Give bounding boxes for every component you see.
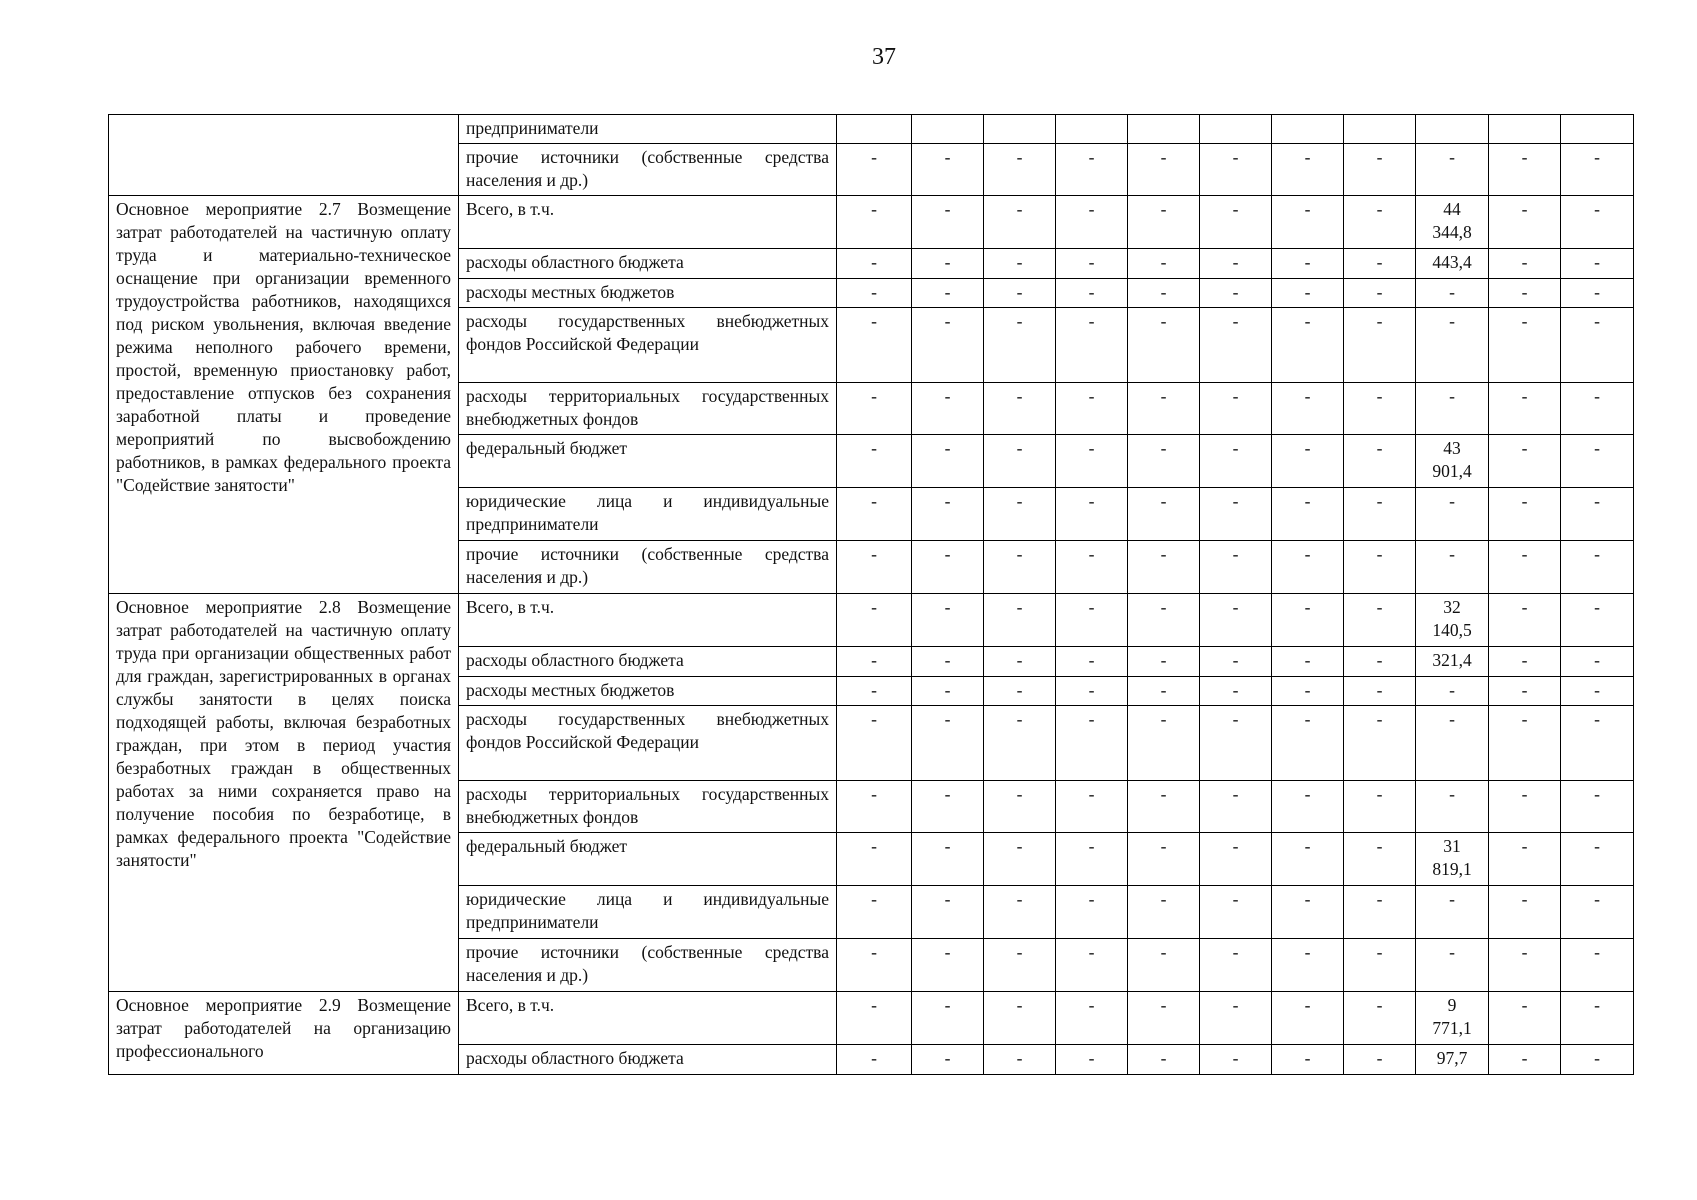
value-cell: -: [837, 435, 912, 488]
event-description-cell: [109, 115, 459, 196]
value-cell: [1489, 115, 1561, 144]
value-cell: -: [1128, 833, 1200, 886]
value-cell: -: [1561, 279, 1634, 308]
value-cell: -: [1272, 677, 1344, 706]
value-cell: -: [1489, 594, 1561, 647]
value-cell: -: [984, 781, 1056, 833]
value-cell: -: [1489, 249, 1561, 279]
value-cell: -: [1416, 279, 1489, 308]
value-cell: -: [1344, 706, 1416, 781]
value-cell: 43 901,4: [1416, 435, 1489, 488]
event-description-cell: Основное мероприятие 2.9 Возмещение затрат работодателей на организацию профессионального: [109, 992, 459, 1075]
value-cell: -: [1489, 308, 1561, 383]
value-cell: -: [1416, 144, 1489, 196]
value-cell: -: [1344, 435, 1416, 488]
funding-source-cell: расходы областного бюджета: [459, 1045, 837, 1075]
value-cell: -: [1056, 144, 1128, 196]
value-cell: -: [1056, 706, 1128, 781]
value-cell: -: [984, 249, 1056, 279]
value-cell: -: [837, 541, 912, 594]
value-cell: -: [1056, 308, 1128, 383]
value-cell: -: [1128, 781, 1200, 833]
funding-source-cell: расходы территориальных государственных внебюджетных фондов: [459, 383, 837, 435]
funding-source-cell: юридические лица и индивидуальные предприниматели: [459, 488, 837, 541]
value-cell: -: [1416, 541, 1489, 594]
funding-source-cell: расходы государственных внебюджетных фондов Российской Федерации: [459, 706, 837, 781]
value-cell: -: [1416, 886, 1489, 939]
value-cell: -: [1272, 383, 1344, 435]
value-cell: -: [837, 833, 912, 886]
value-cell: -: [1128, 144, 1200, 196]
budget-table: [108, 114, 1634, 1075]
value-cell: [984, 115, 1056, 144]
value-cell: 44 344,8: [1416, 196, 1489, 249]
value-cell: -: [912, 594, 984, 647]
value-cell: -: [984, 383, 1056, 435]
value-cell: -: [1200, 833, 1272, 886]
funding-source-cell: федеральный бюджет: [459, 833, 837, 886]
value-cell: -: [1344, 939, 1416, 992]
value-cell: -: [1056, 249, 1128, 279]
value-cell: -: [1489, 435, 1561, 488]
value-cell: -: [1056, 781, 1128, 833]
value-cell: -: [1056, 1045, 1128, 1075]
funding-source-cell: расходы областного бюджета: [459, 647, 837, 677]
value-cell: -: [984, 1045, 1056, 1075]
value-cell: -: [1344, 488, 1416, 541]
table-row: [109, 594, 1634, 647]
value-cell: [1272, 115, 1344, 144]
value-cell: -: [1344, 594, 1416, 647]
value-cell: -: [1561, 992, 1634, 1045]
value-cell: -: [1200, 677, 1272, 706]
value-cell: -: [1200, 886, 1272, 939]
value-cell: -: [1128, 249, 1200, 279]
value-cell: -: [912, 279, 984, 308]
value-cell: -: [1416, 706, 1489, 781]
value-cell: -: [1128, 706, 1200, 781]
value-cell: -: [1056, 541, 1128, 594]
value-cell: -: [1272, 939, 1344, 992]
value-cell: -: [837, 886, 912, 939]
value-cell: -: [984, 706, 1056, 781]
value-cell: 443,4: [1416, 249, 1489, 279]
value-cell: -: [1272, 992, 1344, 1045]
value-cell: -: [1561, 594, 1634, 647]
value-cell: -: [984, 939, 1056, 992]
value-cell: -: [912, 144, 984, 196]
value-cell: -: [1416, 677, 1489, 706]
value-cell: -: [1128, 677, 1200, 706]
value-cell: -: [1561, 781, 1634, 833]
funding-source-cell: расходы областного бюджета: [459, 249, 837, 279]
funding-source-cell: прочие источники (собственные средства населения и др.): [459, 541, 837, 594]
value-cell: -: [1200, 488, 1272, 541]
value-cell: -: [1272, 249, 1344, 279]
value-cell: -: [984, 647, 1056, 677]
value-cell: -: [912, 249, 984, 279]
value-cell: [912, 115, 984, 144]
value-cell: -: [1344, 308, 1416, 383]
funding-source-cell: прочие источники (собственные средства населения и др.): [459, 144, 837, 196]
value-cell: -: [912, 992, 984, 1045]
value-cell: -: [1344, 647, 1416, 677]
table-body: [109, 115, 1634, 1075]
value-cell: -: [1200, 706, 1272, 781]
value-cell: 31 819,1: [1416, 833, 1489, 886]
value-cell: -: [1128, 196, 1200, 249]
value-cell: -: [984, 308, 1056, 383]
value-cell: -: [1056, 886, 1128, 939]
value-cell: -: [1128, 279, 1200, 308]
funding-source-cell: Всего, в т.ч.: [459, 992, 837, 1045]
value-cell: -: [837, 706, 912, 781]
value-cell: -: [1200, 541, 1272, 594]
value-cell: -: [1200, 647, 1272, 677]
value-cell: -: [1200, 308, 1272, 383]
value-cell: -: [837, 939, 912, 992]
value-cell: -: [837, 279, 912, 308]
value-cell: -: [1489, 833, 1561, 886]
value-cell: -: [837, 144, 912, 196]
value-cell: -: [1272, 541, 1344, 594]
funding-source-cell: расходы местных бюджетов: [459, 279, 837, 308]
value-cell: [1416, 115, 1489, 144]
page-number: 37: [872, 44, 896, 70]
funding-source-cell: Всего, в т.ч.: [459, 594, 837, 647]
value-cell: -: [1272, 706, 1344, 781]
value-cell: -: [1056, 594, 1128, 647]
table-row: [109, 992, 1634, 1045]
value-cell: -: [1416, 383, 1489, 435]
funding-source-cell: расходы государственных внебюджетных фондов Российской Федерации: [459, 308, 837, 383]
value-cell: -: [837, 383, 912, 435]
value-cell: -: [1561, 647, 1634, 677]
value-cell: -: [1056, 647, 1128, 677]
value-cell: -: [1561, 249, 1634, 279]
value-cell: -: [1489, 279, 1561, 308]
value-cell: -: [1561, 833, 1634, 886]
value-cell: -: [984, 992, 1056, 1045]
value-cell: -: [1489, 144, 1561, 196]
value-cell: -: [837, 781, 912, 833]
value-cell: 97,7: [1416, 1045, 1489, 1075]
value-cell: -: [1489, 939, 1561, 992]
value-cell: -: [1561, 144, 1634, 196]
value-cell: -: [837, 992, 912, 1045]
value-cell: -: [1489, 677, 1561, 706]
value-cell: -: [1056, 992, 1128, 1045]
value-cell: -: [912, 435, 984, 488]
value-cell: -: [1128, 1045, 1200, 1075]
value-cell: -: [984, 144, 1056, 196]
value-cell: -: [912, 541, 984, 594]
value-cell: -: [912, 196, 984, 249]
value-cell: -: [1489, 706, 1561, 781]
value-cell: -: [1200, 781, 1272, 833]
value-cell: -: [984, 677, 1056, 706]
value-cell: -: [1561, 383, 1634, 435]
value-cell: -: [1561, 308, 1634, 383]
value-cell: -: [1200, 196, 1272, 249]
value-cell: -: [1056, 196, 1128, 249]
value-cell: [1344, 115, 1416, 144]
value-cell: -: [1056, 383, 1128, 435]
value-cell: -: [1416, 308, 1489, 383]
value-cell: -: [984, 886, 1056, 939]
value-cell: -: [1344, 886, 1416, 939]
table-row: [109, 196, 1634, 249]
value-cell: -: [1416, 488, 1489, 541]
value-cell: -: [1344, 196, 1416, 249]
value-cell: -: [1489, 383, 1561, 435]
value-cell: -: [1489, 196, 1561, 249]
value-cell: -: [1561, 677, 1634, 706]
value-cell: -: [1128, 435, 1200, 488]
value-cell: -: [1272, 833, 1344, 886]
value-cell: -: [1489, 1045, 1561, 1075]
value-cell: -: [912, 833, 984, 886]
value-cell: -: [1056, 279, 1128, 308]
value-cell: -: [1489, 781, 1561, 833]
value-cell: -: [837, 308, 912, 383]
value-cell: -: [1200, 594, 1272, 647]
value-cell: -: [1272, 144, 1344, 196]
value-cell: -: [1272, 279, 1344, 308]
value-cell: [1056, 115, 1128, 144]
funding-source-cell: Всего, в т.ч.: [459, 196, 837, 249]
value-cell: -: [1272, 886, 1344, 939]
value-cell: -: [1489, 992, 1561, 1045]
value-cell: -: [984, 435, 1056, 488]
value-cell: -: [912, 886, 984, 939]
value-cell: -: [1561, 488, 1634, 541]
value-cell: 32 140,5: [1416, 594, 1489, 647]
value-cell: -: [1489, 488, 1561, 541]
event-description-cell: Основное мероприятие 2.8 Возмещение затрат работодателей на частичную оплату труда при организации общественных работ для граждан, зарегистрированных в органах службы занятости в целях поиска подходящей работы, включая безработных граждан, при этом в период участия безработных граждан в общественных работах за ними сохраняется право на получение пособия по безработице, в рамках федерального проекта "Содействие занятости": [109, 594, 459, 992]
value-cell: -: [1200, 435, 1272, 488]
value-cell: -: [1561, 706, 1634, 781]
value-cell: -: [1128, 939, 1200, 992]
value-cell: -: [1128, 647, 1200, 677]
value-cell: -: [1272, 594, 1344, 647]
value-cell: -: [837, 677, 912, 706]
value-cell: -: [1056, 435, 1128, 488]
value-cell: -: [1344, 781, 1416, 833]
value-cell: -: [912, 488, 984, 541]
value-cell: -: [1200, 383, 1272, 435]
value-cell: -: [984, 594, 1056, 647]
value-cell: -: [1272, 488, 1344, 541]
value-cell: -: [1561, 886, 1634, 939]
table-row: [109, 115, 1634, 144]
value-cell: -: [1128, 383, 1200, 435]
event-description-cell: Основное мероприятие 2.7 Возмещение затрат работодателей на частичную оплату труда и материально-техническое оснащение при организации временного трудоустройства работников, находящихся под риском увольнения, включая введение режима неполного рабочего времени, простой, временную приостановку работ, предоставление отпусков без сохранения заработной платы и проведение мероприятий по высвобождению работников, в рамках федерального проекта "Содействие занятости": [109, 196, 459, 594]
value-cell: -: [1344, 249, 1416, 279]
value-cell: -: [912, 383, 984, 435]
value-cell: -: [984, 196, 1056, 249]
value-cell: -: [1272, 435, 1344, 488]
funding-source-cell: предприниматели: [459, 115, 837, 144]
value-cell: -: [1344, 677, 1416, 706]
value-cell: [1200, 115, 1272, 144]
value-cell: -: [1489, 647, 1561, 677]
value-cell: -: [912, 706, 984, 781]
value-cell: -: [1344, 992, 1416, 1045]
value-cell: -: [1056, 833, 1128, 886]
value-cell: -: [1056, 939, 1128, 992]
value-cell: -: [837, 647, 912, 677]
value-cell: 9 771,1: [1416, 992, 1489, 1045]
value-cell: -: [837, 196, 912, 249]
value-cell: -: [1128, 308, 1200, 383]
value-cell: -: [984, 488, 1056, 541]
value-cell: -: [1056, 488, 1128, 541]
funding-source-cell: расходы территориальных государственных внебюджетных фондов: [459, 781, 837, 833]
value-cell: [1128, 115, 1200, 144]
value-cell: -: [1344, 833, 1416, 886]
value-cell: -: [1056, 677, 1128, 706]
value-cell: -: [984, 833, 1056, 886]
value-cell: -: [1200, 1045, 1272, 1075]
value-cell: -: [1272, 647, 1344, 677]
value-cell: [837, 115, 912, 144]
value-cell: -: [1200, 939, 1272, 992]
funding-source-cell: прочие источники (собственные средства населения и др.): [459, 939, 837, 992]
value-cell: -: [1200, 279, 1272, 308]
value-cell: -: [1344, 1045, 1416, 1075]
value-cell: -: [1200, 992, 1272, 1045]
value-cell: -: [1272, 196, 1344, 249]
value-cell: -: [1489, 541, 1561, 594]
funding-source-cell: расходы местных бюджетов: [459, 677, 837, 706]
value-cell: -: [1561, 541, 1634, 594]
value-cell: -: [1344, 383, 1416, 435]
value-cell: -: [1272, 308, 1344, 383]
value-cell: -: [1128, 886, 1200, 939]
value-cell: -: [1561, 196, 1634, 249]
value-cell: -: [912, 308, 984, 383]
value-cell: -: [1344, 279, 1416, 308]
value-cell: 321,4: [1416, 647, 1489, 677]
value-cell: -: [912, 939, 984, 992]
value-cell: -: [1272, 781, 1344, 833]
value-cell: -: [1561, 435, 1634, 488]
value-cell: -: [1416, 781, 1489, 833]
value-cell: -: [912, 647, 984, 677]
value-cell: -: [1489, 886, 1561, 939]
value-cell: -: [1272, 1045, 1344, 1075]
value-cell: -: [1416, 939, 1489, 992]
value-cell: -: [1561, 939, 1634, 992]
value-cell: -: [1344, 541, 1416, 594]
value-cell: [1561, 115, 1634, 144]
value-cell: -: [1561, 1045, 1634, 1075]
value-cell: -: [984, 279, 1056, 308]
value-cell: -: [912, 677, 984, 706]
value-cell: -: [1200, 144, 1272, 196]
value-cell: -: [1200, 249, 1272, 279]
value-cell: -: [1128, 992, 1200, 1045]
value-cell: -: [1344, 144, 1416, 196]
funding-source-cell: федеральный бюджет: [459, 435, 837, 488]
value-cell: -: [984, 541, 1056, 594]
value-cell: -: [837, 488, 912, 541]
value-cell: -: [837, 249, 912, 279]
value-cell: -: [1128, 541, 1200, 594]
value-cell: -: [912, 781, 984, 833]
value-cell: -: [912, 1045, 984, 1075]
value-cell: -: [1128, 594, 1200, 647]
value-cell: -: [837, 594, 912, 647]
funding-source-cell: юридические лица и индивидуальные предприниматели: [459, 886, 837, 939]
value-cell: -: [837, 1045, 912, 1075]
value-cell: -: [1128, 488, 1200, 541]
